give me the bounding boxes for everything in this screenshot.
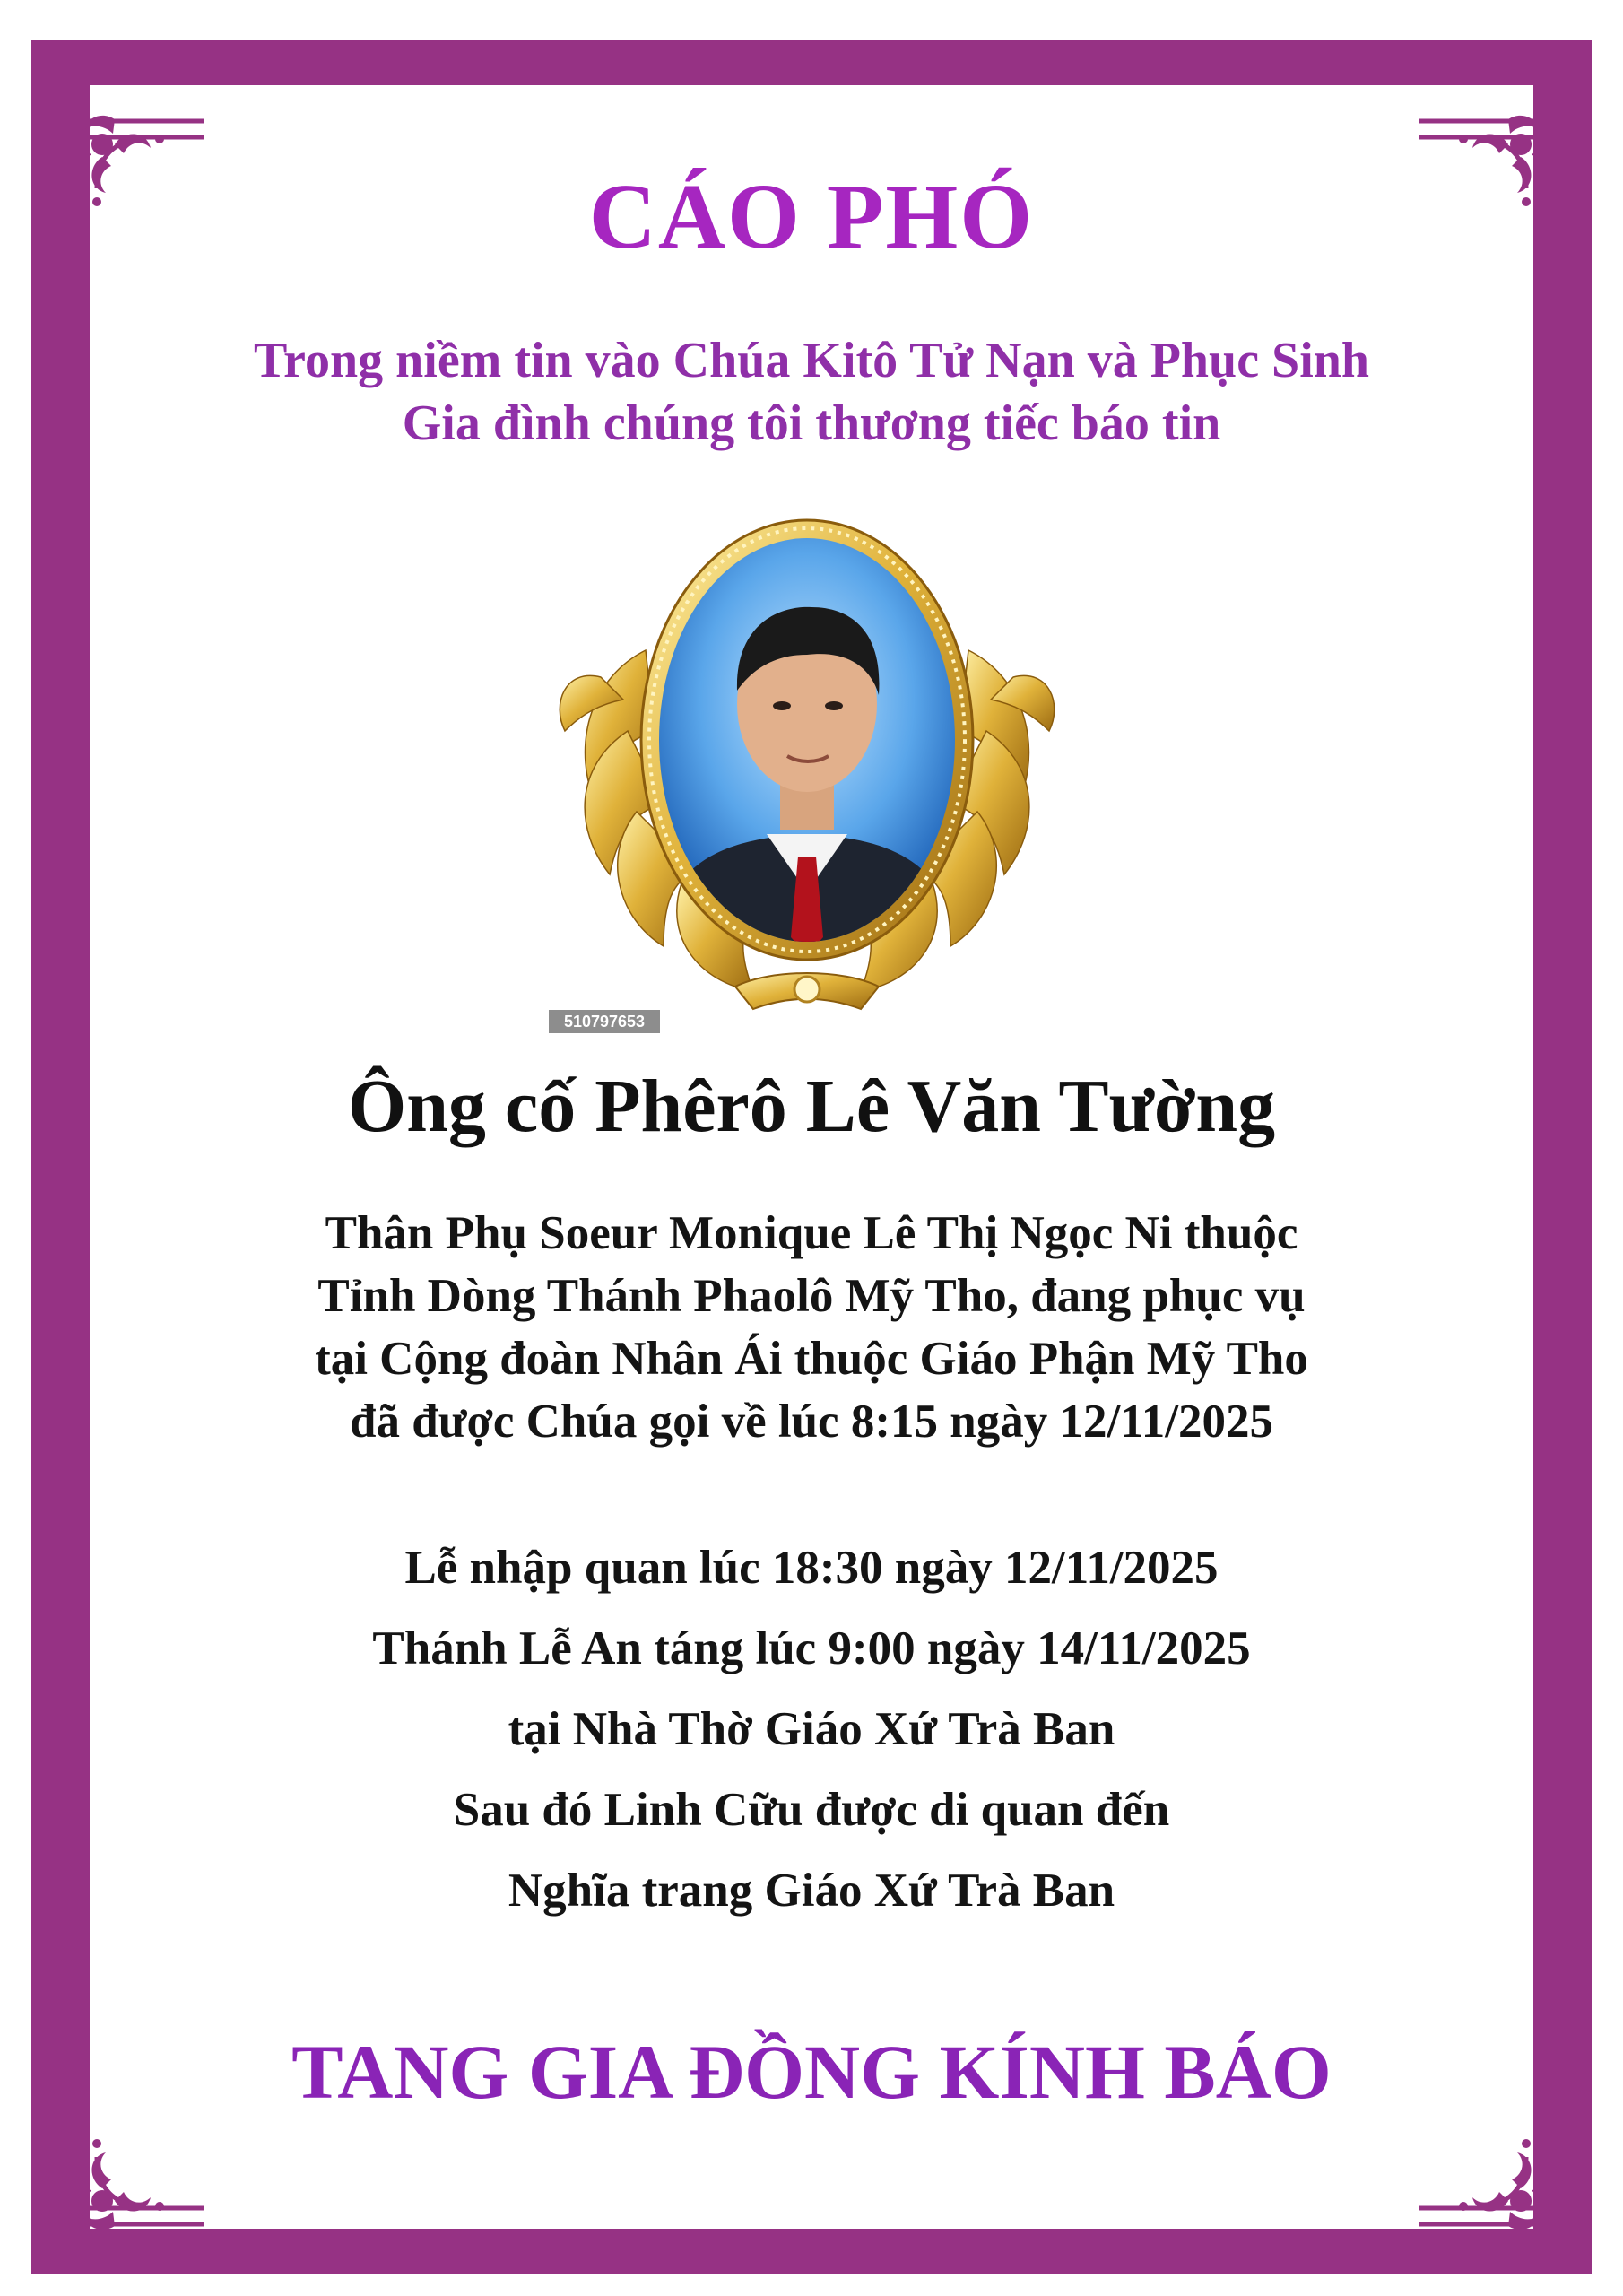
intro-line: Gia đình chúng tôi thương tiếc báo tin bbox=[402, 396, 1221, 451]
relation-line: tại Cộng đoàn Nhân Ái thuộc Giáo Phận Mỹ Tho bbox=[315, 1333, 1308, 1385]
relation-line: Tỉnh Dòng Thánh Phaolô Mỹ Tho, đang phục vụ bbox=[317, 1270, 1306, 1322]
intro-line: Trong niềm tin vào Chúa Kitô Tử Nạn và Phục Sinh bbox=[253, 333, 1370, 388]
closing-statement: TANG GIA ĐỒNG KÍNH BÁO bbox=[291, 2029, 1332, 2115]
schedule-line: Sau đó Linh Cữu được di quan đến bbox=[453, 1784, 1170, 1836]
page-title: CÁO PHÓ bbox=[588, 165, 1035, 268]
photo-id-badge: 510797653 bbox=[549, 1010, 660, 1033]
schedule-line: Lễ nhập quan lúc 18:30 ngày 12/11/2025 bbox=[404, 1542, 1219, 1594]
relation-line: đã được Chúa gọi về lúc 8:15 ngày 12/11/2025 bbox=[350, 1396, 1273, 1448]
schedule-line: Thánh Lễ An táng lúc 9:00 ngày 14/11/2025 bbox=[372, 1622, 1251, 1674]
deceased-name: Ông cố Phêrô Lê Văn Tường bbox=[347, 1065, 1276, 1148]
relation-line: Thân Phụ Soeur Monique Lê Thị Ngọc Ni thuộc bbox=[325, 1207, 1298, 1259]
portrait-photo bbox=[538, 471, 1076, 1027]
schedule-line: Nghĩa trang Giáo Xứ Trà Ban bbox=[508, 1865, 1115, 1917]
schedule-line: tại Nhà Thờ Giáo Xứ Trà Ban bbox=[508, 1703, 1115, 1755]
